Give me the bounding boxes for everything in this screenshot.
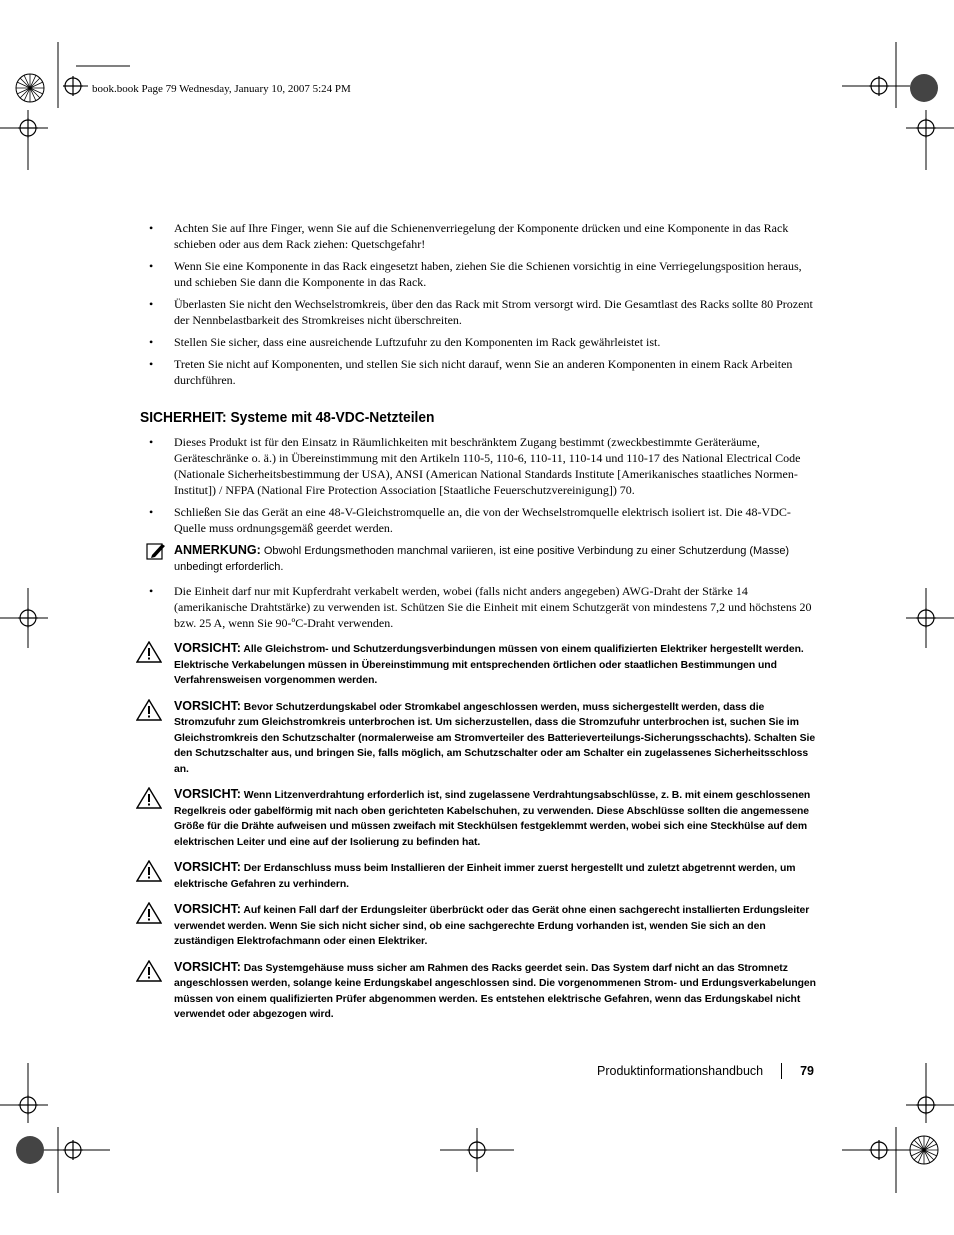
warning-triangle-icon bbox=[136, 641, 162, 663]
caution-text: Der Erdanschluss muss beim Installieren der Einheit immer zuerst hergestellt und zuletzt abgetrennt werden, um elektrische Gefahren zu verhindern. bbox=[174, 863, 796, 890]
list-item: • Wenn Sie eine Komponente in das Rack eingesetzt haben, ziehen Sie die Schienen vorsichtig in eine Verriegelungsposition heraus, und schieben Sie dann die Komponente in das Rack. bbox=[149, 259, 802, 289]
list-item: • Die Einheit darf nur mit Kupferdraht verkabelt werden, wobei (falls nicht anders angegeben) AWG-Draht der Stärke 14 (amerikanische Drahtstärke) zu verwenden ist. Schützen Sie die Einheit mit einem Schutzgerät von mindestens 7,2 und höchstens 20 bzw. 25 A, wenn Sie 90-ºC-Draht verwenden. bbox=[149, 584, 812, 630]
list-item: • Überlasten Sie nicht den Wechselstromkreis, über den das Rack mit Strom versorgt wird. Die Gesamtlast des Racks sollte 80 Prozent der Nennbelastbarkeit des Stromkreises nicht überschreiten. bbox=[149, 297, 813, 327]
warning-triangle-icon bbox=[136, 787, 162, 809]
pencil-note-icon bbox=[146, 542, 166, 560]
dc-safety-list bbox=[148, 434, 816, 536]
page-footer bbox=[597, 1063, 814, 1079]
list-item: • Stellen Sie sicher, dass eine ausreichende Luftzufuhr zu den Komponenten im Rack gewährleistet ist. bbox=[149, 335, 661, 349]
section-title: SICHERHEIT: Systeme mit 48-VDC-Netzteilen bbox=[140, 409, 435, 426]
list-item: • Schließen Sie das Gerät an eine 48-V-Gleichstromquelle an, die von der Wechselstromquelle elektrisch isoliert ist. Die 48-VDC-Quelle muss ordnungsgemäß geerdet werden. bbox=[149, 505, 791, 535]
note-label: ANMERKUNG: bbox=[174, 543, 261, 557]
caution-label: VORSICHT: bbox=[174, 698, 241, 713]
list-item: • Achten Sie auf Ihre Finger, wenn Sie auf die Schienenverriegelung der Komponente drücken und eine Komponente in das Rack schieben oder aus dem Rack ziehen: Quetschgefahr! bbox=[149, 221, 789, 251]
caution-block bbox=[148, 960, 816, 1023]
footer-divider bbox=[781, 1063, 782, 1079]
caution-block bbox=[148, 902, 816, 950]
print-header-stamp: book.book Page 79 Wednesday, January 10, 2007 5:24 PM bbox=[92, 83, 351, 95]
caution-text: Bevor Schutzerdungskabel oder Stromkabel angeschlossen werden, muss sichergestellt werden, dass die Stromzufuhr zum Gleichstromkreis unterbrochen ist. Um sicherzustellen, dass die Stromzufuhr unterbrochen ist, suchen Sie im Gleichstromkreis den Schutzschalter (normalerweise am Stromverteiler des Batterieverteilungs-Sicherungsschachts). Schalten Sie den Schutzschalter aus, und bringen Sie, falls möglich, am Schutzschalter oder am Schalter ein zugelassenes Sicherheitsschloss an. bbox=[174, 701, 816, 775]
page-content bbox=[140, 220, 816, 1033]
caution-text: Auf keinen Fall darf der Erdungsleiter überbrückt oder das Gerät ohne einen sachgerecht installierten Erdungsleiter verwendet werden. Wenn Sie sich nicht sicher sind, ob eine sachgerechte Erdung vorhanden ist, wenden Sie sich an den zuständigen Elektrofachmann oder einen Elektriker. bbox=[174, 905, 810, 947]
caution-block bbox=[148, 641, 816, 689]
caution-label: VORSICHT: bbox=[174, 641, 241, 655]
note-block bbox=[148, 542, 816, 575]
caution-label: VORSICHT: bbox=[174, 787, 241, 801]
caution-label: VORSICHT: bbox=[174, 860, 241, 874]
caution-block bbox=[148, 860, 816, 892]
caution-text: Wenn Litzenverdrahtung erforderlich ist, sind zugelassene Verdrahtungsabschlüsse, z. B. mit einem geschlossenen Regelkreis oder gabelförmig mit nach oben gerichteten Kabelschuhen, zu verwenden. Diese Abschlüsse sollten die angemessene Größe für die Drähte aufweisen und müssen zweifach mit Steckhülsen festgeklemmt werden, wobei sich eine Steckhülse auf dem elektrischen Leiter und eine auf der Isolierung zu befinden hat. bbox=[174, 790, 811, 848]
page-number: 79 bbox=[800, 1064, 814, 1078]
warning-triangle-icon bbox=[136, 860, 162, 882]
note-text: Obwohl Erdungsmethoden manchmal variieren, ist eine positive Verbindung zu einer Schutzerdung (Masse) unbedingt erforderlich. bbox=[174, 545, 790, 573]
caution-label: VORSICHT: bbox=[174, 959, 241, 974]
footer-title: Produktinformationshandbuch bbox=[597, 1064, 764, 1078]
caution-block bbox=[148, 787, 816, 850]
warning-triangle-icon bbox=[136, 960, 162, 982]
wiring-list bbox=[148, 583, 816, 631]
caution-text: Alle Gleichstrom- und Schutzerdungsverbindungen müssen von einem qualifizierten Elektriker hergestellt werden. Elektrische Verkabelungen müssen in Übereinstimmung mit entsprechenden örtlichen oder staatlichen Bestimmungen und Verfahrensweisen vorgenommen werden. bbox=[174, 644, 804, 686]
rack-safety-list bbox=[148, 220, 816, 388]
warning-triangle-icon bbox=[136, 699, 162, 721]
caution-label: VORSICHT: bbox=[174, 902, 241, 916]
list-item: • Treten Sie nicht auf Komponenten, und stellen Sie sich nicht darauf, wenn Sie an anderen Komponenten in einem Rack Arbeiten durchführen. bbox=[149, 357, 793, 387]
caution-text: Das Systemgehäuse muss sicher am Rahmen des Racks geerdet sein. Das System darf nicht an das Stromnetz angeschlossen werden, solange keine Erdungskabel angeschlossen sind. Die vorgenommenen Strom- und Erdungsverkabelungen müssen von einem qualifizierten Prüfer abgenommen werden. Es entstehen elektrische Gefahren, wenn das Erdungskabel nicht verwendet oder abgezogen wird. bbox=[174, 962, 816, 1020]
caution-block bbox=[148, 699, 816, 778]
list-item: • Dieses Produkt ist für den Einsatz in Räumlichkeiten mit beschränktem Zugang bestimmt (zweckbestimmte Geräteräume, Geräteschränke o. ä.) in Übereinstimmung mit den Artikeln 110-5, 110-6, 110-11, 110-14 und 110-17 des National Electrical Code (Nationale Sicherheitsbestimmung der USA), ANSI (American National Standards Institute [Amerikanisches staatliches Normen-Institut]) / NFPA (National Fire Protection Association [Staatliche Feuerschutzvereinigung]) 70. bbox=[149, 435, 801, 497]
warning-triangle-icon bbox=[136, 902, 162, 924]
